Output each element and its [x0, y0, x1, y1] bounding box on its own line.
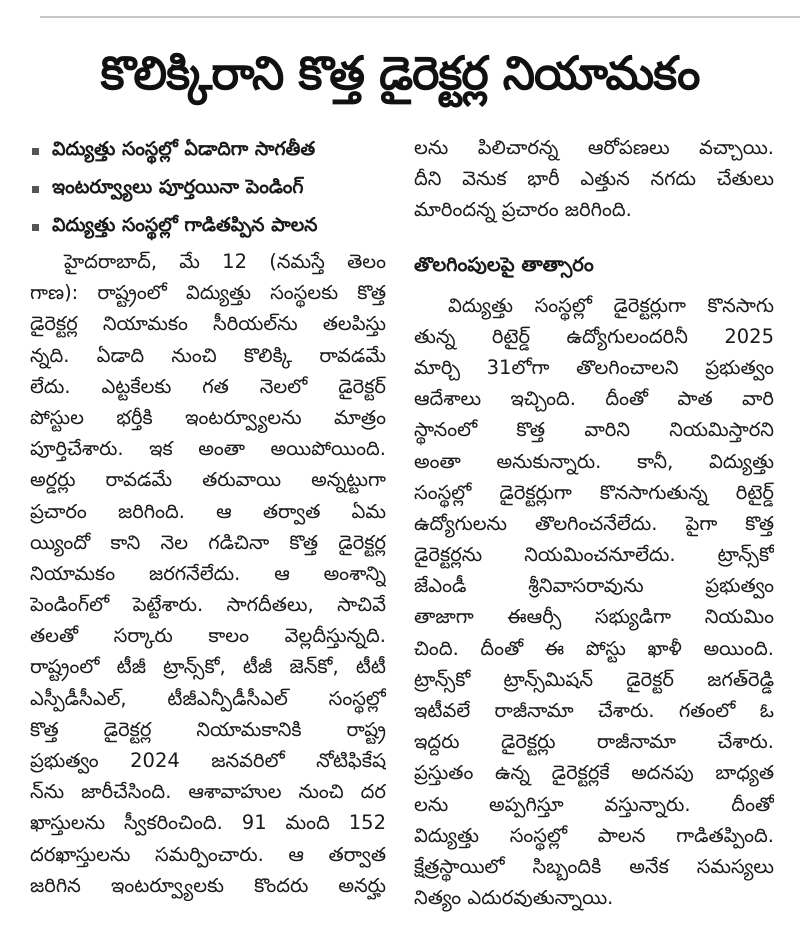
- bullet-item: [30, 170, 386, 208]
- body-line: న్నది. ఏడాది నుంచి కొలిక్కి రావడమే: [30, 343, 386, 367]
- subheading: తొలగింపులపై తాత్సారం: [414, 252, 594, 276]
- body-line: ప్రభుత్వం 2024 జనవరిలో నోటిఫికేష: [30, 749, 386, 772]
- body-line: అర్డర్లు రావడమే తరువాయి అన్నట్టుగా: [30, 468, 386, 492]
- body-line: ఆదేశాలు ఇచ్చింది. దీంతో పాత వారి: [414, 387, 774, 411]
- body-line: ఇటీవలే రాజీనామా చేశారు. గతంలో ఓ: [414, 699, 774, 722]
- body-line: న్‌ను జారీచేసింది. ఆశావాహుల నుంచి దర: [30, 780, 386, 804]
- body-line: తాజాగా ఈఆర్సీ సభ్యుడిగా నియమిం: [414, 605, 774, 629]
- body-line: జేఎండీ శ్రీనివాసరావును ప్రభుత్వం: [414, 574, 774, 598]
- body-line: విద్యుత్తు సంస్థల్లో డైరెక్టర్లుగా కొనసాగు: [448, 293, 774, 317]
- body-line: అంతా అనుకున్నారు. కానీ, విద్యుత్తు: [414, 449, 774, 473]
- body-line: నియామకం జరగనేలేదు. ఆ అంశాన్ని: [30, 561, 386, 585]
- body-line: ప్రస్తుతం ఉన్న డైరెక్టర్లకే అదనపు బాధ్యత: [414, 761, 774, 785]
- left-column: [30, 132, 386, 901]
- right-column: [414, 132, 774, 913]
- body-line: హైదరాబాద్, మే 12 (నమస్తే తెలం: [64, 250, 386, 273]
- bullet-square-icon: [32, 186, 39, 193]
- bullet-text: విద్యుత్తు సంస్థల్లో ఏడాదిగా సాగతీత: [52, 137, 316, 160]
- body-line: డైరెక్టర్ల నియామకం సీరియల్‌ను తలపిస్తు: [30, 312, 386, 336]
- body-line: ప్రచారం జరిగింది. ఆ తర్వాత ఏమ: [30, 499, 386, 523]
- body-line: పోస్టుల భర్తీకి ఇంటర్వ్యూలను మాత్రం: [30, 405, 386, 429]
- body-line: ఉద్యోగులను తొలగించనేలేదు. పైగా కొత్త: [414, 511, 774, 535]
- right-body-text-top: [414, 132, 774, 226]
- bullet-square-icon: [32, 224, 39, 231]
- bullet-square-icon: [32, 148, 39, 155]
- body-line: దీని వెనుక భారీ ఎత్తున నగదు చేతులు: [414, 167, 774, 191]
- headline: కొలిక్కిరాని కొత్త డైరెక్టర్ల నియామకం: [100, 46, 700, 100]
- left-body-text: [30, 246, 386, 901]
- body-line: నిత్యం ఎదురవుతున్నాయి.: [414, 886, 614, 910]
- body-line: ఎస్పీడీసీఎల్, టీజీఎన్పీడీసీఎల్ సంస్థల్లో: [30, 686, 386, 710]
- bullet-item: [30, 132, 386, 170]
- body-line: చింది. దీంతో ఈ పోస్టు ఖాళీ అయింది.: [414, 636, 774, 660]
- body-line: విద్యుత్తు సంస్థల్లో పాలన గాడితప్పింది.: [414, 823, 774, 847]
- body-line: లను పిలిచారన్న ఆరోపణలు వచ్చాయి.: [414, 136, 774, 159]
- bullet-item: [30, 208, 386, 246]
- body-line: జరిగిన ఇంటర్వ్యూలకు కొందరు అనర్హు: [30, 873, 386, 897]
- bullet-text: విద్యుత్తు సంస్థల్లో గాడితప్పిన పాలన: [52, 213, 318, 236]
- body-line: పెండింగ్‌లో పెట్టేశారు. సాగదీతలు, సాచివే: [30, 593, 386, 617]
- body-line: య్యిందో కాని నెల గడిచినా కొత్త డైరెక్టర్ల: [30, 530, 386, 554]
- body-line: క్షేత్రస్థాయిలో సిబ్బందికి అనేక సమస్యలు: [414, 854, 774, 878]
- body-line: డైరెక్టర్లను నియమించనూలేదు. ట్రాన్స్‌కో: [414, 543, 774, 567]
- bullet-list: [30, 132, 386, 246]
- body-line: మారిందన్న ప్రచారం జరిగింది.: [414, 198, 632, 222]
- body-line: రాష్ట్రంలో టీజీ ట్రాన్స్‌కో, టీజీ జెన్‌కో, టీటీ: [30, 655, 386, 679]
- body-line: స్థానంలో కొత్త వారిని నియమిస్తారని: [414, 418, 774, 442]
- body-line: గాణ): రాష్ట్రంలో విద్యుత్తు సంస్థలకు కొత్త: [30, 281, 386, 305]
- right-body-text-bottom: [414, 290, 774, 914]
- body-line: ఖాస్తులను స్వీకరించింది. 91 మంది 152: [30, 811, 386, 835]
- body-line: పూర్తిచేశారు. ఇక అంతా అయిపోయింది.: [30, 437, 386, 461]
- body-line: లేదు. ఎట్టకేలకు గత నెలలో డైరెక్టర్: [30, 374, 386, 398]
- body-line: కొత్త డైరెక్టర్ల నియామకానికి రాష్ట్ర: [30, 717, 386, 741]
- body-line: మార్చి 31లోగా తొలగించాలని ప్రభుత్వం: [414, 355, 774, 379]
- bullet-text: ఇంటర్వ్యూలు పూర్తయినా పెండింగ్: [52, 175, 304, 198]
- body-line: సంస్థల్లో డైరెక్టర్లుగా కొనసాగుతున్న రిటైర్డ్: [414, 480, 774, 504]
- body-line: తలతో సర్కారు కాలం వెల్లదీస్తున్నది.: [30, 624, 386, 648]
- body-line: దరఖాస్తులను సమర్పించారు. ఆ తర్వాత: [30, 842, 386, 866]
- body-line: ఇద్దరు డైరెక్టర్లు రాజీనామా చేశారు.: [414, 730, 774, 754]
- body-line: లను అప్పగిస్తూ వస్తున్నారు. దీంతో: [414, 792, 774, 816]
- top-rule: [40, 16, 800, 18]
- body-line: ట్రాన్స్‌కో ట్రాన్స్‌మిషన్ డైరెక్టర్ జగత్‌రెడ్డి: [414, 667, 774, 691]
- body-line: తున్న రిటైర్డ్ ఉద్యోగులందరినీ 2025: [414, 324, 774, 348]
